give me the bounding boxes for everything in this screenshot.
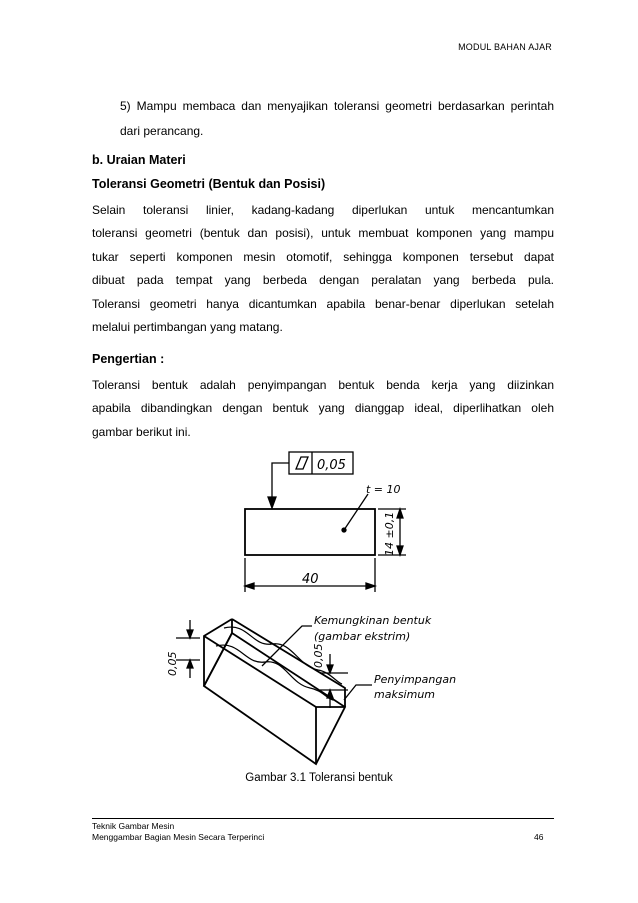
paragraph-line: tukar seperti komponen mesin otomotif, sehingga komponen tersebut dapat [92, 249, 554, 264]
paragraph-line: Selain toleransi linier, kadang-kadang diperlukan untuk mencantumkan [92, 203, 554, 217]
paragraph-line: apabila dibandingkan dengan bentuk yang dianggap ideal, diperlihatkan oleh [92, 401, 554, 416]
module-header: MODUL BAHAN AJAR [458, 42, 552, 52]
footer-divider [92, 818, 554, 819]
paragraph-line: dibuat pada tempat yang berbeda dengan peralatan yang berbeda pula. [92, 273, 554, 288]
paragraph-line: Toleransi bentuk adalah penyimpangan bentuk benda kerja yang diizinkan [92, 378, 554, 392]
paragraph-line: gambar berikut ini. [92, 424, 191, 439]
figure-caption: Gambar 3.1 Toleransi bentuk [245, 772, 393, 784]
footer-topic: Menggambar Bagian Mesin Secara Terperinci [92, 832, 265, 842]
note-shape-line1: Kemungkinan bentuk [314, 614, 432, 627]
definition-title: Pengertian : [92, 352, 165, 366]
tolerance-value: 0,05 [317, 458, 346, 473]
width-label: 40 [302, 572, 319, 587]
paragraph-line: Toleransi geometri hanya dicantumkan apabila benar-benar diperlukan setelah [92, 296, 554, 311]
section-title: b. Uraian Materi [92, 153, 186, 167]
section-subtitle: Toleransi Geometri (Bentuk dan Posisi) [92, 177, 326, 191]
left-tolerance-label: 0,05 [166, 651, 179, 676]
objective-line-1: 5) Mampu membaca dan menyajikan toleransi geometri berdasarkan perintah [120, 99, 554, 113]
note-deviation-line1: Penyimpangan [374, 673, 457, 686]
footer-course: Teknik Gambar Mesin [92, 821, 175, 831]
front-view-rect [245, 509, 375, 555]
right-tolerance-label: 0,05 [312, 643, 325, 668]
note-deviation-line2: maksimum [374, 688, 436, 701]
objective-line-2: dari perancang. [120, 124, 204, 138]
height-label: 14 ±0,1 [383, 511, 396, 556]
note-shape-line2: (gambar ekstrim) [314, 630, 411, 643]
page-number: 46 [534, 832, 544, 842]
paragraph-line: toleransi geometri (bentuk dan posisi), untuk membuat komponen yang mampu [92, 226, 554, 241]
paragraph-line: melalui pertimbangan yang matang. [92, 320, 283, 335]
flatness-symbol-icon [296, 457, 308, 469]
thickness-label: t = 10 [366, 483, 401, 496]
